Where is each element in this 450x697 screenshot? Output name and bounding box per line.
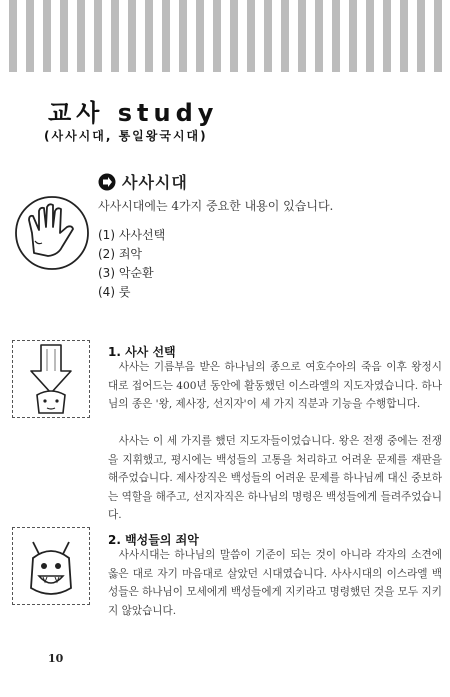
list-item: (4) 룻	[98, 285, 131, 299]
subsection-title: 1. 사사 선택	[108, 345, 176, 359]
page-subtitle: (사사시대, 통일왕국시대)	[44, 129, 208, 143]
section-title: 사사시대	[122, 173, 188, 192]
page-title: 교사 study	[48, 99, 219, 127]
list-item: (2) 죄악	[98, 247, 142, 261]
four-fingers-hand-illustration	[12, 193, 92, 273]
arrow-circle-icon	[98, 173, 116, 191]
header-stripe-banner	[0, 0, 450, 72]
section-heading	[98, 170, 188, 193]
page-number: 10	[48, 652, 64, 665]
subsection-title: 2. 백성들의 죄악	[108, 533, 199, 547]
paragraph: 사사는 기름부음 받은 하나님의 종으로 여호수아의 죽음 이후 왕정시대로 접어드는 400년 동안에 활동했던 이스라엘의 지도자였습니다. 하나님의 종은 '왕, 제사장, 선지자'이 세 가지 직분과 기능을 수행합니다.	[108, 361, 442, 410]
section-intro: 사사시대에는 4가지 중요한 내용이 있습니다.	[98, 199, 334, 213]
arrow-head-illustration	[12, 340, 90, 418]
paragraph: 사사는 이 세 가지를 했던 지도자들이었습니다. 왕은 전쟁 중에는 전쟁을 지휘했고, 평시에는 백성들의 고통을 처리하고 어려운 문제를 재판을 해주었습니다. 제사장직은 백성들의 어려운 문제를 하나님께 대신 중보하는 역할을 해주고, 선지자직은 하나님의 명령은 백성들에게 들려주었습니다.	[108, 435, 442, 521]
list-item: (3) 악순환	[98, 266, 154, 280]
monster-face-illustration	[12, 527, 90, 605]
list-item: (1) 사사선택	[98, 228, 166, 242]
paragraph: 사사시대는 하나님의 말씀이 기준이 되는 것이 아니라 각자의 소견에 옳은 대로 자기 마음대로 살았던 시대였습니다. 사사시대의 이스라엘 백성들은 하나님이 모세에게 백성들에게 지키라고 명령했던 것을 모두 지키지 않았습니다.	[108, 549, 442, 617]
topic-list	[98, 226, 165, 302]
